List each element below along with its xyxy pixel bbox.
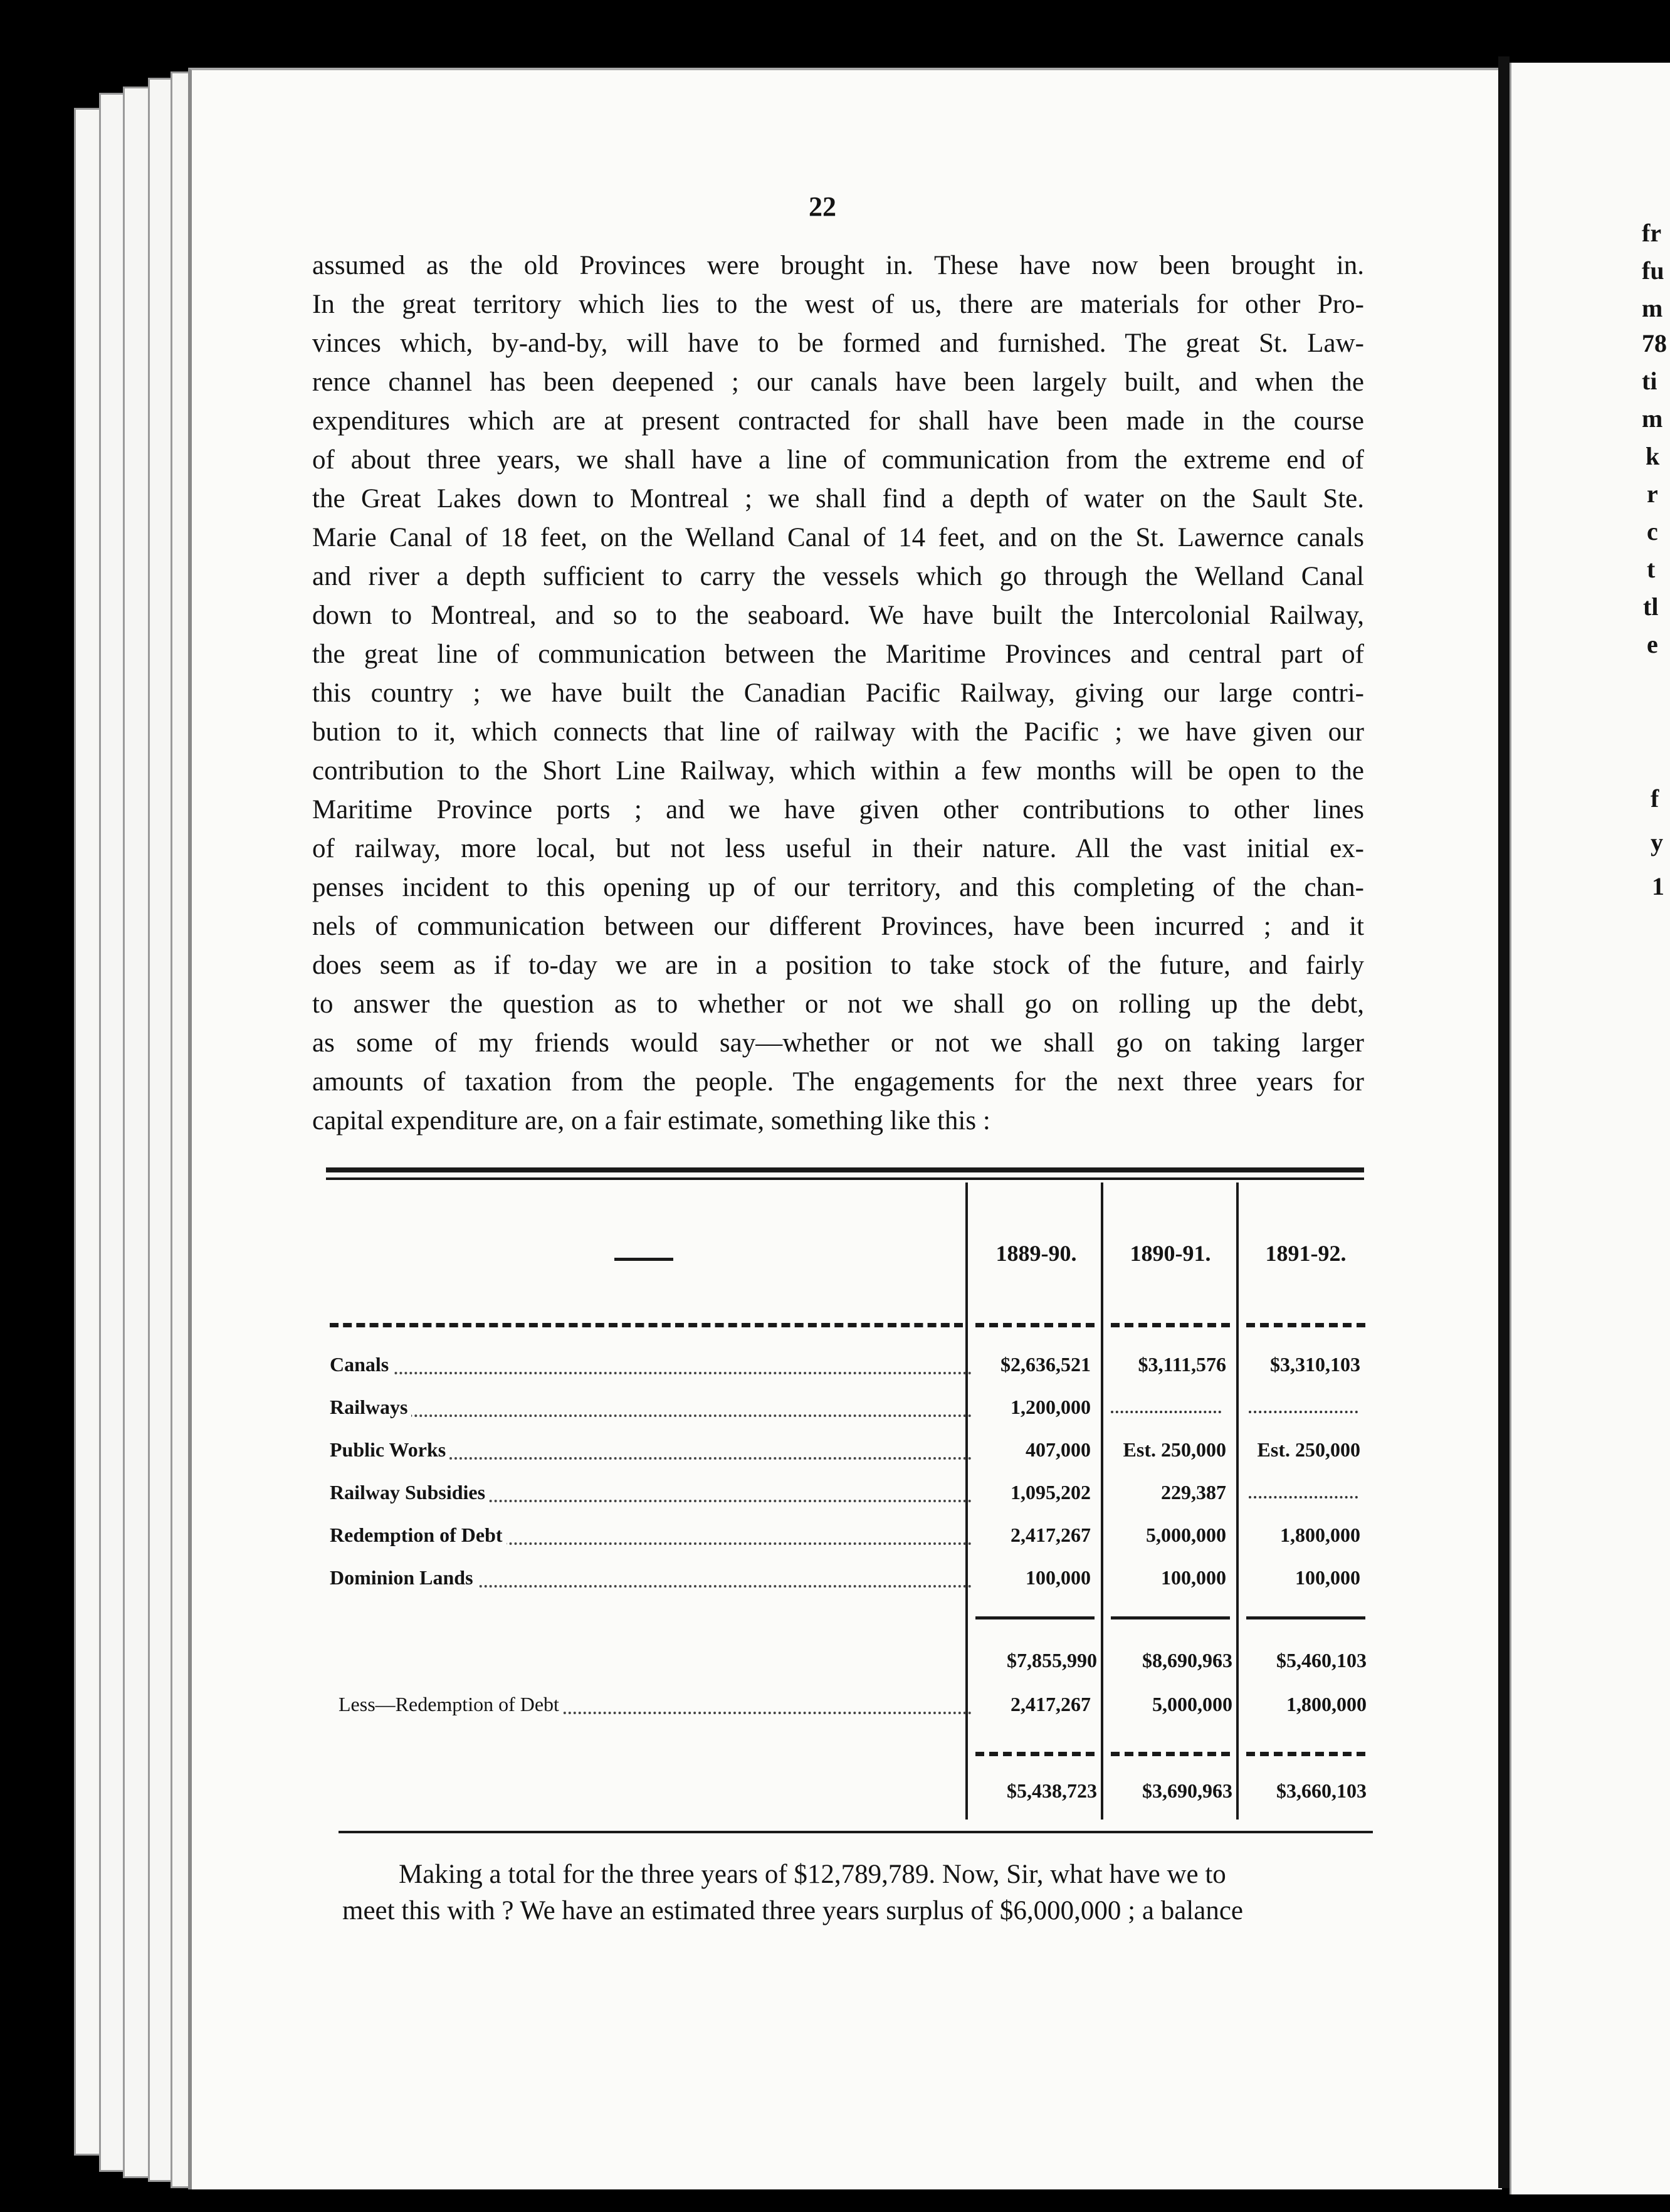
row-label: Dominion Lands [330,1566,477,1589]
body-text-line: In the great territory which lies to the west of us, there are materials for other Pro- [312,290,1364,319]
facing-page-text: fu [1642,256,1664,285]
facing-page-text: m [1642,404,1663,433]
body-text-line: capital expenditure are, on a fair estimate, something like this : [312,1106,990,1135]
row-label: Railway Subsidies [330,1481,489,1504]
total-cell: $3,660,103 [1276,1779,1367,1802]
body-text-line: to answer the question as to whether or not we shall go on rolling up the debt, [312,989,1364,1019]
body-text-line: as some of my friends would say—whether or not we shall go on taking larger [312,1028,1364,1058]
table-cell: 100,000 [1026,1566,1091,1589]
table-cell: $2,636,521 [1000,1353,1091,1376]
body-text-line: bution to it, which connects that line of railway with the Pacific ; we have given our [312,717,1364,747]
empty-cell-dots [1249,1496,1358,1498]
body-text-line: Maritime Province ports ; and we have given other contributions to other lines [312,795,1364,824]
facing-page-text: ti [1642,367,1657,395]
table-cell: 407,000 [1026,1438,1091,1461]
table-cell: 100,000 [1295,1566,1360,1589]
body-text-line: of railway, more local, but not less useful in their nature. All the vast initial ex- [312,834,1364,863]
subtotal-cell: $7,855,990 [1007,1649,1097,1672]
body-text-line: the Great Lakes down to Montreal ; we shall find a depth of water on the Sault Ste. [312,484,1364,514]
facing-page-text: m [1642,294,1663,322]
facing-page-text: c [1647,517,1658,545]
table-cell: 5,000,000 [1152,1693,1232,1715]
facing-page-text: e [1647,630,1658,658]
empty-cell-dots [1249,1411,1358,1413]
body-text-line: vinces which, by-and-by, will have to be formed and furnished. The great St. Law- [312,329,1364,358]
facing-page-text: 78 [1642,329,1667,357]
column-header-year: 1890-91. [1130,1241,1211,1266]
table-cell: $3,111,576 [1138,1353,1226,1376]
row-label: Redemption of Debt [330,1524,507,1547]
table-top-rule [326,1177,1364,1180]
table-row [330,1438,972,1476]
header-underline [1111,1323,1230,1327]
facing-page-text: tl [1643,592,1659,621]
subtotal-rule [1246,1616,1365,1620]
row-label: Less—Redemption of Debt [339,1693,563,1716]
column-header-year: 1889-90. [995,1241,1077,1266]
body-text-line: does seem as if to-day we are in a position to take stock of the future, and fairly [312,951,1364,980]
header-underline [1246,1323,1365,1327]
table-cell: $3,310,103 [1270,1353,1360,1376]
subtotal-rule [1111,1616,1230,1620]
table-row [330,1353,972,1391]
facing-page-text: 1 [1652,872,1664,900]
table-cell: Est. 250,000 [1123,1438,1226,1461]
footer-text-line: Making a total for the three years of $12,789,789. Now, Sir, what have we to [399,1860,1226,1889]
facing-page-text: r [1647,480,1658,508]
header-underline [975,1323,1095,1327]
total-rule [1111,1752,1230,1756]
header-underline [330,1323,963,1327]
body-text-line: and river a depth sufficient to carry the vessels which go through the Welland Canal [312,562,1364,591]
subtotal-rule [975,1616,1095,1620]
body-text-line: of about three years, we shall have a line of communication from the extreme end of [312,445,1364,475]
body-text-line: penses incident to this opening up of our territory, and this completing of the chan- [312,873,1364,902]
total-cell: $5,438,723 [1007,1779,1097,1802]
row-label: Railways [330,1396,411,1419]
table-row [330,1566,972,1604]
total-cell: $3,690,963 [1142,1779,1232,1802]
subtotal-cell: $5,460,103 [1276,1649,1367,1672]
facing-page-text: f [1651,784,1659,813]
row-label: Canals [330,1353,392,1376]
table-cell: 1,095,202 [1011,1481,1091,1504]
table-cell: 1,800,000 [1280,1524,1360,1546]
dot-leader [330,1372,972,1374]
table-bottom-rule [339,1831,1373,1833]
facing-page-text: t [1647,555,1656,583]
facing-page-text: fr [1642,219,1662,247]
table-cell: 100,000 [1161,1566,1226,1589]
column-header-year: 1891-92. [1265,1241,1347,1266]
body-text-line: expenditures which are at present contracted for shall have been made in the course [312,406,1364,436]
body-text-line: contribution to the Short Line Railway, which within a few months will be open to the [312,756,1364,786]
table-cell: 2,417,267 [1011,1524,1091,1546]
empty-cell-dots [1111,1411,1221,1413]
body-text-line: the great line of communication between the Maritime Provinces and central part of [312,640,1364,669]
table-cell: 229,387 [1161,1481,1226,1504]
body-text-line: nels of communication between our different Provinces, have been incurred ; and it [312,912,1364,941]
subtotal-cell: $8,690,963 [1142,1649,1232,1672]
book-gutter [1498,56,1510,2188]
total-rule [975,1752,1095,1756]
page-number: 22 [809,191,836,222]
body-text-line: Marie Canal of 18 feet, on the Welland Canal of 14 feet, and on the St. Lawernce canals [312,523,1364,552]
total-rule [1246,1752,1365,1756]
body-text-line: this country ; we have built the Canadian Pacific Railway, giving our large contri- [312,678,1364,708]
body-text-line: down to Montreal, and so to the seaboard. We have built the Intercolonial Railway, [312,601,1364,630]
table-row [330,1396,972,1433]
row-label: Public Works [330,1438,449,1462]
table-cell: 1,200,000 [1011,1396,1091,1418]
facing-page-text: k [1646,442,1660,470]
body-text-line: assumed as the old Provinces were brought in. These have now been brought in. [312,251,1364,280]
body-text-line: amounts of taxation from the people. The engagements for the next three years for [312,1067,1364,1097]
table-cell: 5,000,000 [1146,1524,1226,1546]
table-cell: 2,417,267 [1011,1693,1091,1715]
table-cell: Est. 250,000 [1257,1438,1360,1461]
body-text-line: rence channel has been deepened ; our canals have been largely built, and when the [312,367,1364,397]
header-dash [614,1258,673,1261]
column-divider [1236,1182,1239,1820]
table-row [330,1524,972,1561]
table-cell: 1,800,000 [1286,1693,1367,1715]
table-row [330,1481,972,1519]
less-row [339,1693,972,1730]
footer-text-line: meet this with ? We have an estimated three years surplus of $6,000,000 ; a balance [342,1896,1243,1925]
facing-page [1510,63,1670,2194]
table-top-rule [326,1167,1364,1172]
dot-leader [330,1414,972,1417]
facing-page-text: y [1651,828,1663,856]
